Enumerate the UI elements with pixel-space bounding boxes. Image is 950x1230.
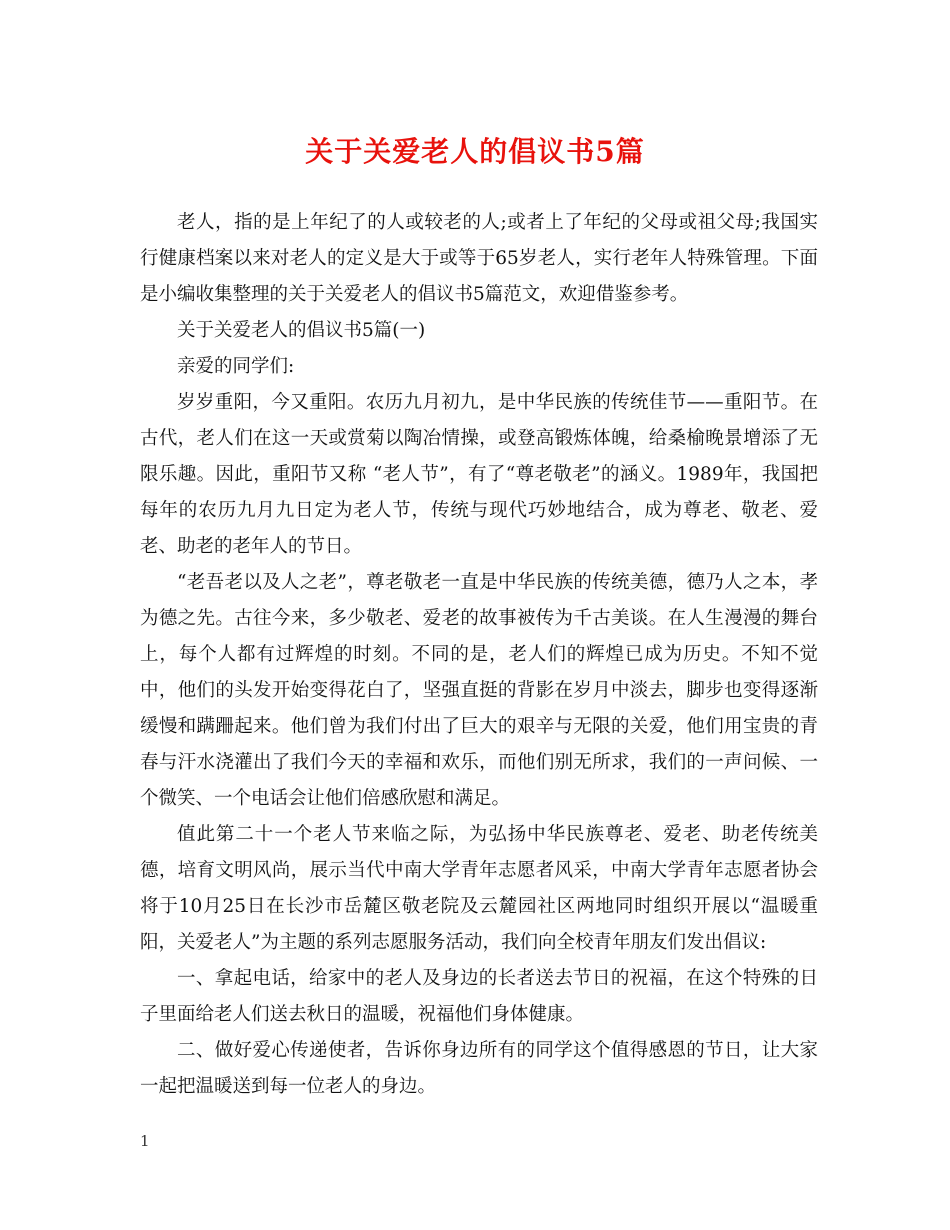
section-heading: 关于关爱老人的倡议书5篇(一) — [177, 320, 426, 341]
paragraph-intro: 老人，指的是上年纪了的人或较老的人;或者上了年纪的父母或祖父母;我国实行健康档案以来对老人的定义是大于或等于65岁老人，实行老年人特殊管理。下面是小编收集整理的关于关爱老人的倡议书5篇范文，欢迎借鉴参考。 — [140, 212, 818, 305]
paragraph: 值此第二十一个老人节来临之际，为弘扬中华民族尊老、爱老、助老传统美德，培育文明风尚，展示当代中南大学青年志愿者风采，中南大学青年志愿者协会将于10月25日在长沙市岳麓区敬老院及云麓园社区两地同时组织开展以“温暖重阳，关爱老人”为主题的系列志愿服务活动，我们向全校青年朋友们发出倡议: — [140, 824, 818, 953]
list-item: 二、做好爱心传递使者，告诉你身边所有的同学这个值得感恩的节日，让大家一起把温暖送到每一位老人的身边。 — [140, 1040, 818, 1097]
list-item: 一、拿起电话，给家中的老人及身边的长者送去节日的祝福，在这个特殊的日子里面给老人们送去秋日的温暖，祝福他们身体健康。 — [140, 968, 818, 1025]
document-title: 关于关爱老人的倡议书5篇 — [305, 135, 645, 168]
paragraph: 岁岁重阳，今又重阳。农历九月初九，是中华民族的传统佳节——重阳节。在古代，老人们在这一天或赏菊以陶冶情操，或登高锻炼体魄，给桑榆晚景增添了无限乐趣。因此，重阳节又称 “老人节”，有了“尊老敬老”的涵义。1989年，我国把每年的农历九月九日定为老人节，传统与现代巧妙地结合，成为尊老、敬老、爱老、助老的老年人的节日。 — [140, 392, 818, 557]
paragraph: “老吾老以及人之老”，尊老敬老一直是中华民族的传统美德，德乃人之本，孝为德之先。古往今来，多少敬老、爱老的故事被传为千古美谈。在人生漫漫的舞台上，每个人都有过辉煌的时刻。不同的是，老人们的辉煌已成为历史。不知不觉中，他们的头发开始变得花白了，坚强直挺的背影在岁月中淡去，脚步也变得逐渐缓慢和蹒跚起来。他们曾为我们付出了巨大的艰辛与无限的关爱，他们用宝贵的青春与汗水浇灌出了我们今天的幸福和欢乐，而他们别无所求，我们的一声问候、一个微笑、一个电话会让他们倍感欣慰和满足。 — [140, 572, 818, 809]
document-body — [140, 205, 818, 1105]
salutation: 亲爱的同学们: — [177, 356, 295, 377]
page-number: 1 — [140, 1132, 150, 1150]
